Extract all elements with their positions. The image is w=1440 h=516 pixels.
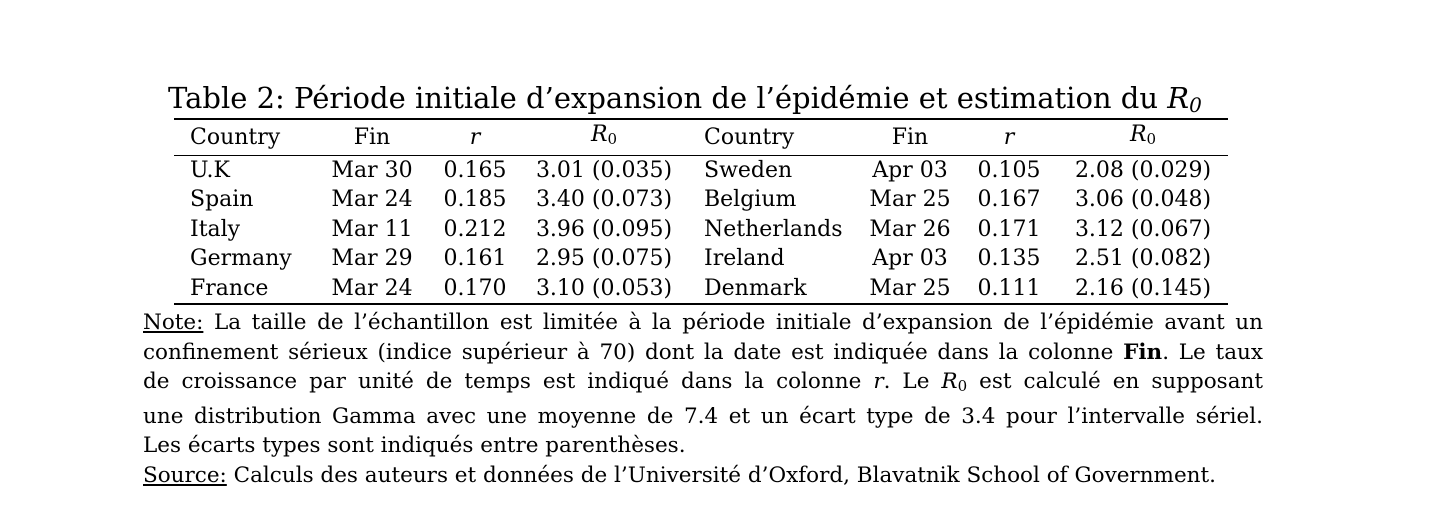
cell-r0-2: 3.12 (0.067): [1074, 216, 1212, 242]
cell-country: Italy: [190, 216, 241, 242]
cell-r0: 3.40 (0.073): [535, 187, 673, 212]
cell-fin-2: Mar 26: [869, 216, 951, 242]
cell-fin-2: Mar 25: [869, 275, 951, 301]
table-header-row: [174, 119, 1228, 155]
table-row: [174, 274, 1228, 305]
source-line: Source: Calculs des auteurs et données de l’Université d’Oxford, Blavatnik School of Government.: [143, 462, 1216, 488]
cell-country-2: Sweden: [704, 157, 793, 183]
cell-r: 0.161: [443, 246, 507, 271]
table-notes: [143, 308, 1263, 490]
header-country: Country: [190, 124, 281, 150]
cell-country-2: Belgium: [704, 187, 797, 212]
cell-country: U.K: [190, 157, 230, 183]
cell-r-2: 0.111: [977, 275, 1041, 301]
cell-r-2: 0.171: [977, 216, 1041, 242]
table-row: [174, 185, 1228, 215]
table-row: [174, 244, 1228, 274]
note-line-3: de croissance par unité de temps est indiqué dans la colonne r. Le $R_0$ est calculé en supposant: [143, 369, 1264, 395]
cell-fin: Mar 11: [331, 216, 413, 242]
cell-fin-2: Mar 25: [869, 187, 951, 212]
header-country-2: Country: [704, 124, 795, 150]
header-r0-2: $R_0$: [1129, 122, 1157, 148]
cell-r0: 3.01 (0.035): [535, 157, 673, 183]
header-fin: Fin: [353, 124, 391, 150]
cell-country-2: Denmark: [704, 275, 807, 301]
cell-fin-2: Apr 03: [872, 157, 948, 183]
cell-country: Germany: [190, 246, 292, 271]
note-line-1: Note: La taille de l’échantillon est limitée à la période initiale d’expansion de l’épidémie avant un: [143, 310, 1263, 335]
note-line-2: confinement sérieux (indice supérieur à 70) dont la date est indiquée dans la colonne Fin. Le taux: [143, 339, 1263, 365]
cell-r: 0.165: [443, 157, 507, 183]
cell-r0: 3.96 (0.095): [535, 216, 673, 242]
cell-r0-2: 2.51 (0.082): [1074, 246, 1212, 271]
cell-r0-2: 2.16 (0.145): [1074, 275, 1212, 301]
caption-r0-symbol: $R_0$: [1167, 81, 1202, 117]
cell-fin: Mar 29: [331, 246, 413, 271]
cell-fin: Mar 30: [331, 157, 413, 183]
cell-r-2: 0.167: [977, 187, 1041, 212]
cell-r-2: 0.135: [977, 246, 1041, 271]
epidemic-table: [174, 118, 1228, 305]
cell-r: 0.185: [443, 187, 507, 212]
cell-r0-2: 3.06 (0.048): [1074, 187, 1212, 212]
cell-fin: Mar 24: [331, 187, 413, 212]
cell-r: 0.170: [443, 275, 507, 301]
cell-r-2: 0.105: [977, 157, 1041, 183]
cell-r: 0.212: [443, 216, 507, 242]
caption-label: Table 2:: [168, 81, 285, 115]
cell-country: Spain: [190, 187, 254, 212]
cell-r0: 2.95 (0.075): [535, 246, 673, 271]
table-row: [174, 215, 1228, 245]
caption-text: Période initiale d’expansion de l’épidémie et estimation du: [294, 81, 1159, 115]
header-r0: $R_0$: [590, 122, 618, 148]
note-line-5: Les écarts types sont indiqués entre parenthèses.: [143, 433, 686, 458]
header-r: r: [469, 124, 481, 150]
table-row: [174, 155, 1228, 185]
cell-country: France: [190, 275, 269, 301]
cell-r0-2: 2.08 (0.029): [1074, 157, 1212, 183]
cell-fin: Mar 24: [331, 275, 413, 301]
cell-country-2: Ireland: [704, 246, 785, 271]
header-r-2: r: [1003, 124, 1015, 150]
header-fin-2: Fin: [891, 124, 929, 150]
cell-fin-2: Apr 03: [872, 246, 948, 271]
note-line-4: une distribution Gamma avec une moyenne de 7.4 et un écart type de 3.4 pour l’intervalle sériel.: [143, 403, 1263, 429]
cell-r0: 3.10 (0.053): [535, 275, 673, 301]
cell-country-2: Netherlands: [704, 216, 843, 242]
